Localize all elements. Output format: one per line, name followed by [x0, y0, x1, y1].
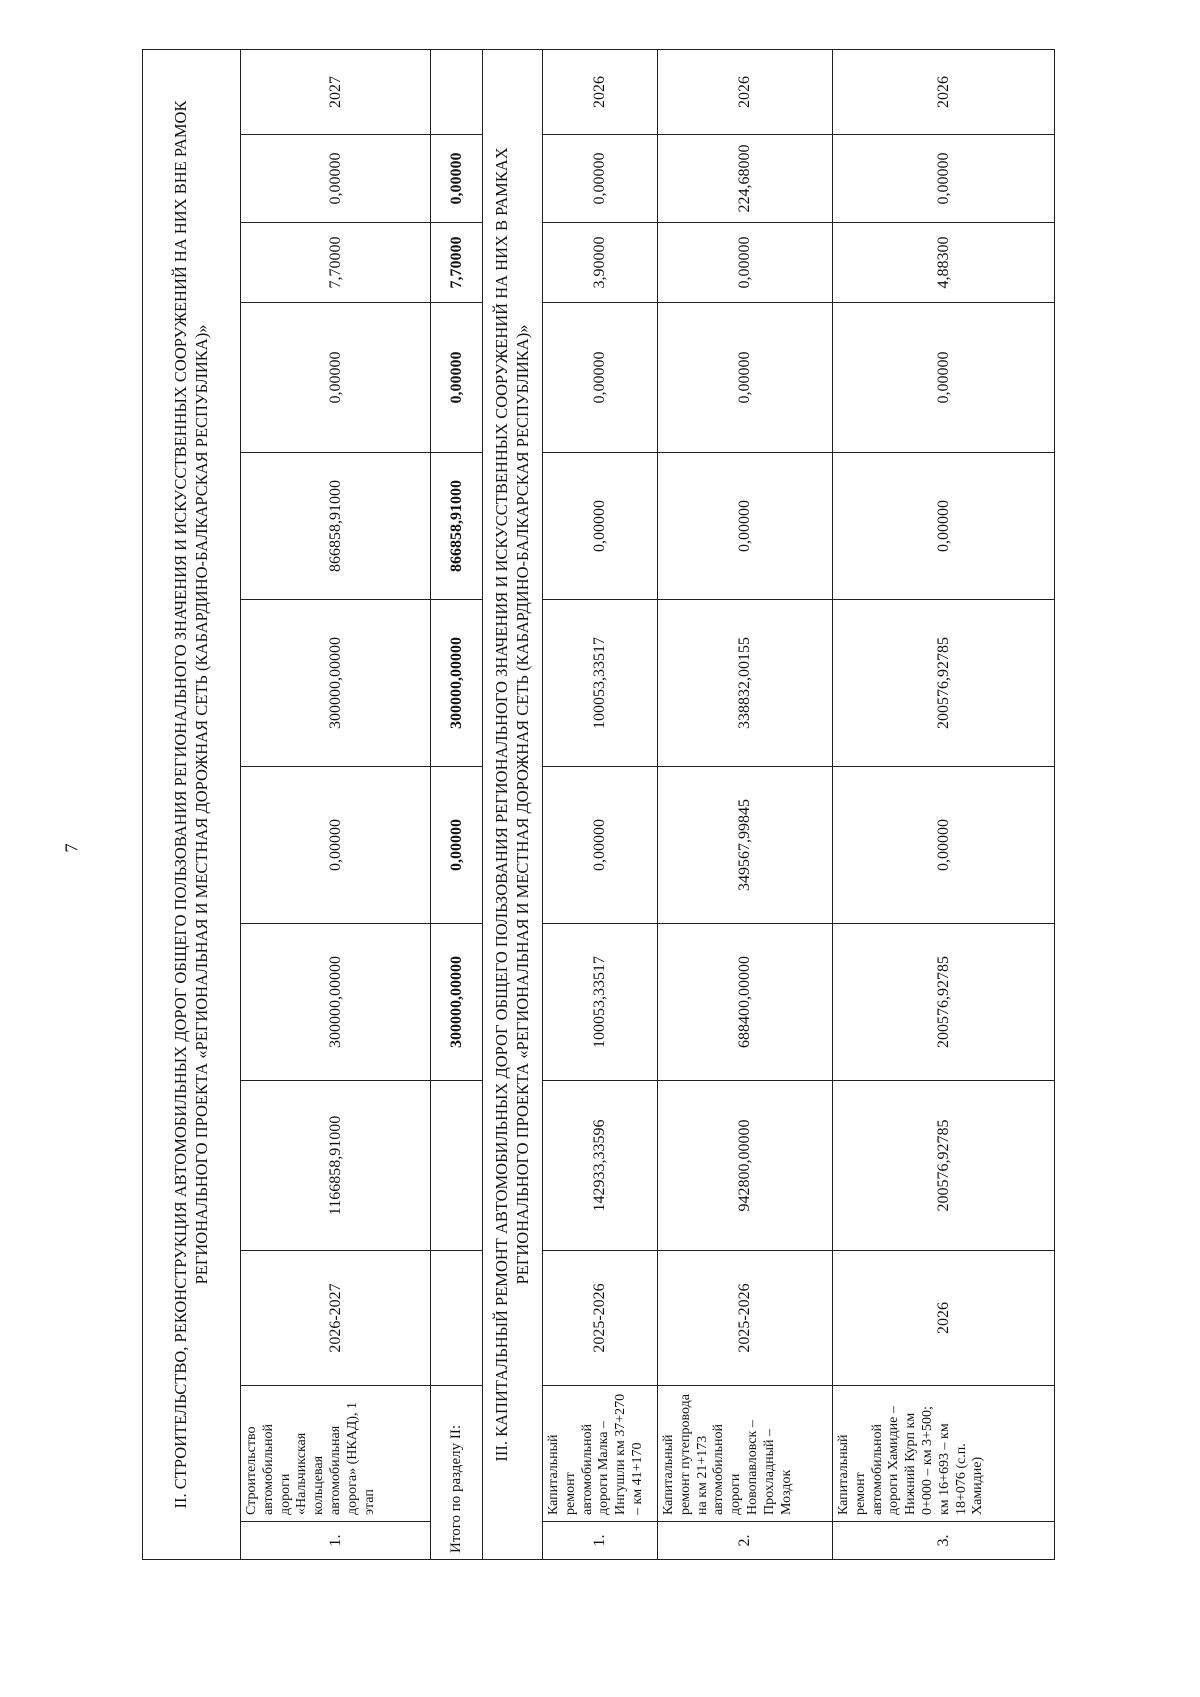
value-cell: 3,90000	[543, 223, 658, 303]
budget-table	[142, 49, 1055, 1560]
year-cell: 2027	[241, 49, 431, 134]
object-name: Строительство автомобильной дороги «Нальчикская кольцевая автомобильная дорога» (НКАД), 1 этап	[241, 1386, 431, 1522]
total-row	[431, 49, 483, 1559]
value-cell: 0,00000	[833, 135, 1055, 223]
year-cell: 2026	[543, 49, 658, 134]
object-name: Капитальный ремонт автомобильной дороги Хамидие – Нижний Курп км 0+000 – км 3+500; км 16+693 – км 18+076 (с.п. Хамидие)	[833, 1386, 1055, 1522]
table-row	[833, 49, 1055, 1559]
row-index: 1.	[241, 1522, 431, 1560]
value-cell: 0,00000	[543, 767, 658, 924]
value-cell: 200576,92785	[833, 1081, 1055, 1251]
value-cell: 7,70000	[431, 223, 483, 303]
value-cell	[431, 49, 483, 134]
value-cell: 0,00000	[833, 453, 1055, 600]
value-cell: 866858,91000	[241, 453, 431, 600]
section-header-row	[143, 49, 241, 1559]
value-cell: 0,00000	[833, 767, 1055, 924]
value-cell: 0,00000	[658, 453, 833, 600]
value-cell: 0,00000	[833, 303, 1055, 453]
rotated-table-container	[142, 50, 1054, 1560]
value-cell: 0,00000	[431, 767, 483, 924]
value-cell: 0,00000	[543, 453, 658, 600]
value-cell: 300000,00000	[241, 600, 431, 767]
value-cell: 0,00000	[543, 135, 658, 223]
table-row	[543, 49, 658, 1559]
year-cell: 2026	[833, 49, 1055, 134]
value-cell: 0,00000	[241, 135, 431, 223]
value-cell: 0,00000	[241, 303, 431, 453]
total-label: Итого по разделу II:	[431, 1386, 483, 1560]
value-cell: 100053,33517	[543, 600, 658, 767]
value-cell: 0,00000	[658, 303, 833, 453]
value-cell: 349567,99845	[658, 767, 833, 924]
object-name: Капитальный ремонт автомобильной дороги Малка – Ингушли км 37+270 – км 41+170	[543, 1386, 658, 1522]
value-cell: 300000,00000	[241, 924, 431, 1081]
value-cell: 300000,00000	[431, 600, 483, 767]
row-index: 3.	[833, 1522, 1055, 1560]
row-index: 1.	[543, 1522, 658, 1560]
period-cell: 2026	[833, 1251, 1055, 1386]
page-number: 7	[61, 843, 82, 853]
value-cell	[431, 1251, 483, 1386]
section-header-row	[483, 49, 543, 1559]
section-title-3: III. КАПИТАЛЬНЫЙ РЕМОНТ АВТОМОБИЛЬНЫХ ДОРОГ ОБЩЕГО ПОЛЬЗОВАНИЯ РЕГИОНАЛЬНОГО ЗНАЧЕНИЯ И ИСКУССТВЕННЫХ СООРУЖЕНИЙ НА НИХ В РАМКАХ РЕГИОНАЛЬНОГО ПРОЕКТА «РЕГИОНАЛЬНАЯ И МЕСТНАЯ ДОРОЖНАЯ СЕТЬ (КАБАРДИНО-БАЛКАРСКАЯ РЕСПУБЛИКА)»	[483, 49, 543, 1559]
table-row	[658, 49, 833, 1559]
period-cell: 2025-2026	[543, 1251, 658, 1386]
value-cell: 866858,91000	[431, 453, 483, 600]
period-cell: 2025-2026	[658, 1251, 833, 1386]
value-cell: 200576,92785	[833, 924, 1055, 1081]
value-cell: 0,00000	[658, 223, 833, 303]
year-cell: 2026	[658, 49, 833, 134]
value-cell: 688400,00000	[658, 924, 833, 1081]
value-cell: 100053,33517	[543, 924, 658, 1081]
value-cell: 224,68000	[658, 135, 833, 223]
value-cell: 200576,92785	[833, 600, 1055, 767]
value-cell: 300000,00000	[431, 924, 483, 1081]
row-index: 2.	[658, 1522, 833, 1560]
value-cell	[431, 1081, 483, 1251]
object-name: Капитальный ремонт путепровода на км 21+173 автомобильной дороги Новопавловск – Прохладный – Моздок	[658, 1386, 833, 1522]
section-title-2: II. СТРОИТЕЛЬСТВО, РЕКОНСТРУКЦИЯ АВТОМОБИЛЬНЫХ ДОРОГ ОБЩЕГО ПОЛЬЗОВАНИЯ РЕГИОНАЛЬНОГО ЗНАЧЕНИЯ И ИСКУССТВЕННЫХ СООРУЖЕНИЙ НА НИХ ВНЕ РАМОК РЕГИОНАЛЬНОГО ПРОЕКТА «РЕГИОНАЛЬНАЯ И МЕСТНАЯ ДОРОЖНАЯ СЕТЬ (КАБАРДИНО-БАЛКАРСКАЯ РЕСПУБЛИКА)»	[143, 49, 241, 1559]
value-cell: 0,00000	[241, 767, 431, 924]
value-cell: 0,00000	[431, 303, 483, 453]
period-cell: 2026-2027	[241, 1251, 431, 1386]
value-cell: 0,00000	[543, 303, 658, 453]
table-row	[241, 49, 431, 1559]
value-cell: 1166858,91000	[241, 1081, 431, 1251]
value-cell: 338832,00155	[658, 600, 833, 767]
value-cell: 7,70000	[241, 223, 431, 303]
value-cell: 942800,00000	[658, 1081, 833, 1251]
value-cell: 0,00000	[431, 135, 483, 223]
value-cell: 4,88300	[833, 223, 1055, 303]
value-cell: 142933,33596	[543, 1081, 658, 1251]
